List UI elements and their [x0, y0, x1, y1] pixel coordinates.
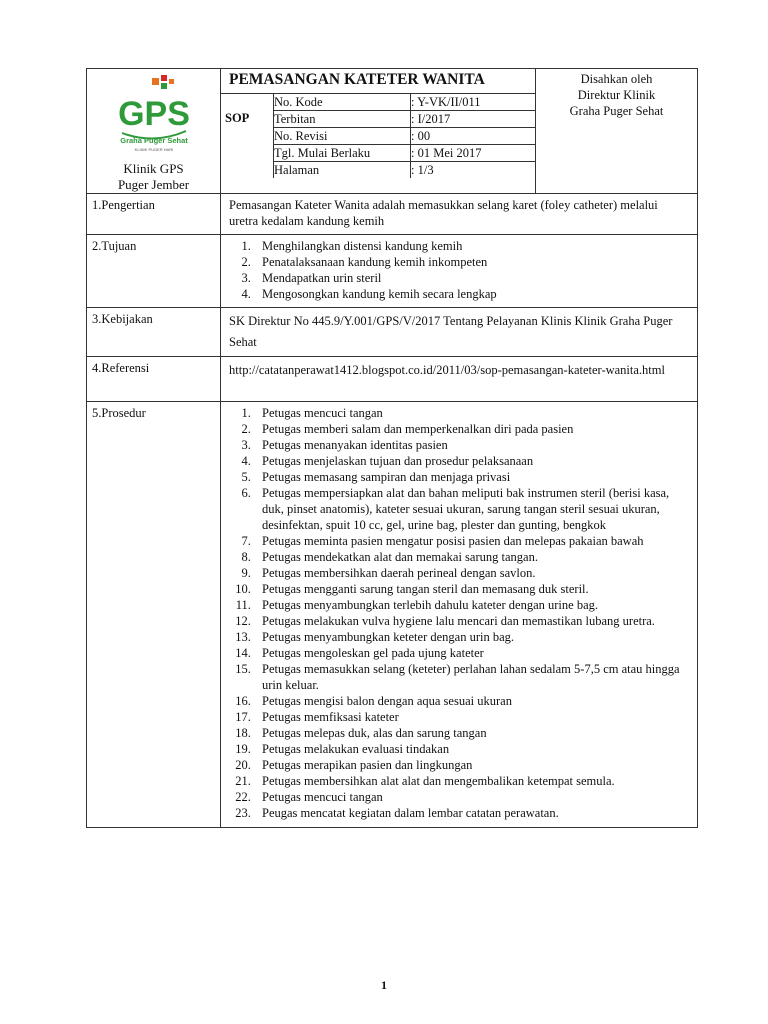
list-item: 14. Petugas mengoleskan gel pada ujung kateter — [254, 645, 689, 661]
list-item: 12. Petugas melakukan vulva hygiene lalu mencari dan memastikan lubang uretra. — [254, 613, 689, 629]
approval-line: Disahkan oleh — [580, 72, 653, 86]
logo-subtitle: Graha Puger Sehat — [119, 136, 188, 145]
sop-label: SOP — [221, 94, 274, 178]
meta-value: : 00 — [411, 128, 536, 145]
approval-line: Direktur Klinik — [577, 88, 656, 102]
tujuan-content — [221, 235, 698, 308]
sop-table — [86, 68, 698, 828]
prosedur-content — [221, 402, 698, 828]
list-item: 13. Petugas menyambungkan keteter dengan urin bag. — [254, 629, 689, 645]
list-item: 2. Penatalaksanaan kandung kemih inkompeten — [254, 254, 689, 270]
meta-label: Terbitan — [274, 111, 411, 128]
meta-value: : 01 Mei 2017 — [411, 145, 536, 162]
meta-block — [221, 94, 535, 178]
sop-document — [86, 68, 697, 828]
list-item: 23. Peugas mencatat kegiatan dalam lembar catatan perawatan. — [254, 805, 689, 821]
clinic-cell — [87, 69, 221, 194]
section-label-prosedur: 5.Prosedur — [87, 402, 221, 828]
approval-line: Graha Puger Sehat — [569, 104, 664, 118]
list-item: 2. Petugas memberi salam dan memperkenalkan diri pada pasien — [254, 421, 689, 437]
list-item: 18. Petugas melepas duk, alas dan sarung tangan — [254, 725, 689, 741]
pengertian-text: Pemasangan Kateter Wanita adalah memasukkan selang karet (foley catheter) melalui uretra kedalam kandung kemih — [221, 194, 698, 235]
list-item: 3. Mendapatkan urin steril — [254, 270, 689, 286]
meta-label: Halaman — [274, 162, 411, 179]
meta-label: Tgl. Mulai Berlaku — [274, 145, 411, 162]
list-item: 4. Mengosongkan kandung kemih secara lengkap — [254, 286, 689, 302]
meta-value: : 1/3 — [411, 162, 536, 179]
list-item: 4. Petugas menjelaskan tujuan dan prosedur pelaksanaan — [254, 453, 689, 469]
list-item: 17. Petugas memfiksasi kateter — [254, 709, 689, 725]
list-item: 10. Petugas mengganti sarung tangan steril dan memasang duk steril. — [254, 581, 689, 597]
kebijakan-text: SK Direktur No 445.9/Y.001/GPS/V/2017 Tentang Pelayanan Klinis Klinik Graha Puger Sehat — [221, 308, 698, 357]
gps-logo-icon — [114, 75, 194, 155]
list-item: 11. Petugas menyambungkan terlebih dahulu kateter dengan urine bag. — [254, 597, 689, 613]
list-item: 9. Petugas membersihkan daerah perineal dengan savlon. — [254, 565, 689, 581]
tujuan-list — [229, 238, 689, 302]
clinic-logo — [114, 75, 194, 155]
title-cell — [221, 69, 536, 194]
list-item: 20. Petugas merapikan pasien dan lingkungan — [254, 757, 689, 773]
referensi-link[interactable]: http://catatanperawat1412.blogspot.co.id/2011/03/sop-pemasangan-kateter-wanita.html — [221, 357, 698, 402]
list-item: 21. Petugas membersihkan alat alat dan mengembalikan ketempat semula. — [254, 773, 689, 789]
logo-text: GPS — [117, 95, 190, 133]
prosedur-list — [229, 405, 689, 821]
section-label-tujuan: 2.Tujuan — [87, 235, 221, 308]
list-item: 1. Menghilangkan distensi kandung kemih — [254, 238, 689, 254]
section-label-pengertian: 1.Pengertian — [87, 194, 221, 235]
list-item: 19. Petugas melakukan evaluasi tindakan — [254, 741, 689, 757]
clinic-name-line2: Puger Jember — [117, 177, 190, 192]
list-item: 7. Petugas meminta pasien mengatur posisi pasien dan melepas pakaian bawah — [254, 533, 689, 549]
meta-label: No. Revisi — [274, 128, 411, 145]
list-item: 22. Petugas mencuci tangan — [254, 789, 689, 805]
list-item: 16. Petugas mengisi balon dengan aqua sesuai ukuran — [254, 693, 689, 709]
list-item: 8. Petugas mendekatkan alat dan memakai sarung tangan. — [254, 549, 689, 565]
clinic-name-line1: Klinik GPS — [123, 161, 184, 176]
page-number: 1 — [381, 978, 387, 992]
section-label-referensi: 4.Referensi — [87, 357, 221, 402]
list-item: 6. Petugas mempersiapkan alat dan bahan meliputi bak instrumen steril (berisi kasa, duk, pinset anatomis), kateter sesuai ukuran, sarung tangan steril sesuai ukuran, desinfektan, spuit 10 cc, gel, urine bag, plester dan gunting, bengkok — [254, 485, 689, 533]
list-item: 5. Petugas memasang sampiran dan menjaga privasi — [254, 469, 689, 485]
approval-cell — [536, 69, 698, 194]
section-label-kebijakan: 3.Kebijakan — [87, 308, 221, 357]
document-title: PEMASANGAN KATETER WANITA — [221, 69, 535, 94]
meta-label: No. Kode — [274, 94, 411, 111]
logo-tagline: KLINIK PUGER HARI — [134, 147, 173, 152]
list-item: 15. Petugas memasukkan selang (keteter) perlahan lahan sedalam 5-7,5 cm atau hingga urin keluar. — [254, 661, 689, 693]
meta-value: : Y-VK/II/011 — [411, 94, 536, 111]
list-item: 1. Petugas mencuci tangan — [254, 405, 689, 421]
list-item: 3. Petugas menanyakan identitas pasien — [254, 437, 689, 453]
meta-value: : I/2017 — [411, 111, 536, 128]
